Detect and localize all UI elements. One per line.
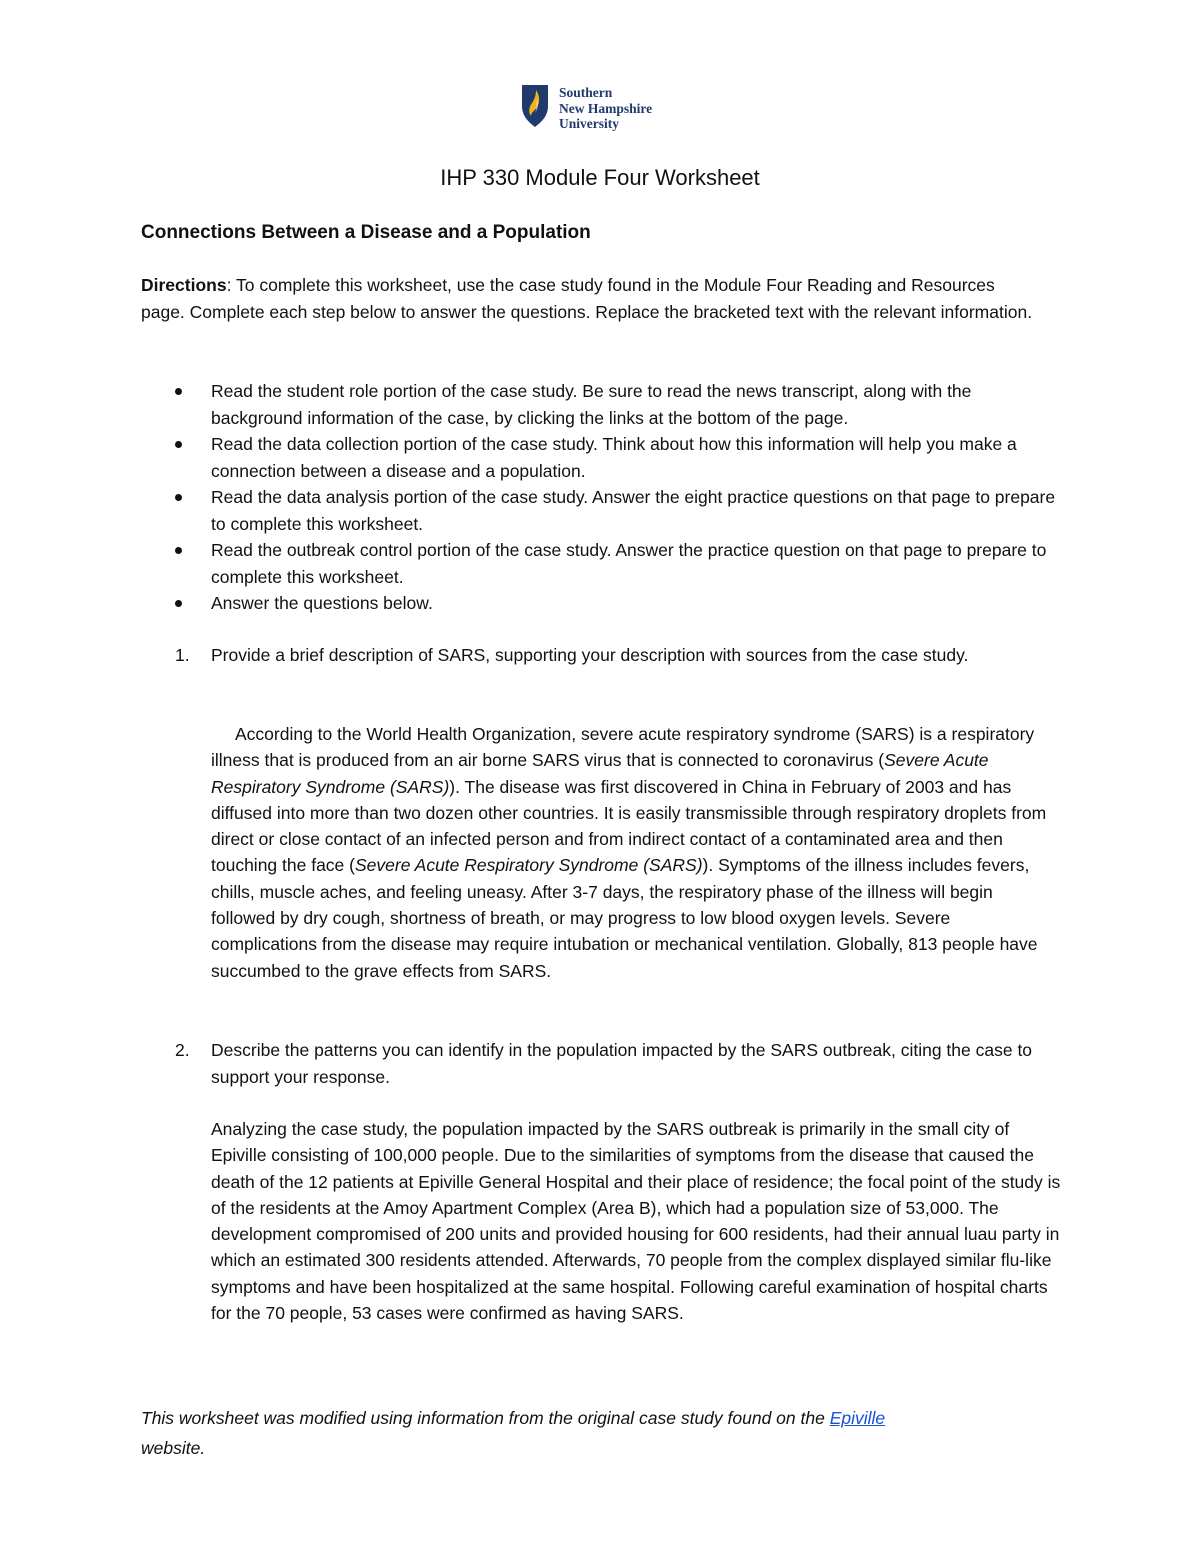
logo-line-3: University [559, 116, 619, 131]
question-number: 1. [175, 645, 190, 665]
directions-paragraph [141, 272, 1041, 326]
answer-1-part-2: ). The disease was first discovered in China in February of 2003 and has diffused into more than two dozen other countries. It is easily transmissible through respiratory droplets from direct or close contact of an infected person and from indirect contact of a contaminated area and then touching the face ( [211, 776, 1047, 876]
answer-1-part-1: According to the World Health Organization, severe acute respiratory syndrome (SARS) is a respiratory illness that is produced from an air borne SARS virus that is connected to coronavirus ( [211, 724, 1035, 771]
answer-1-part-3: ). Symptoms of the illness includes fevers, chills, muscle aches, and feeling uneasy. After 3-7 days, the respiratory phase of the illness will begin followed by dry cough, shortness of breath, or may progress to low blood oxygen levels. Severe complications from the disease may require intubation or mechanical ventilation. Globally, 813 people have succumbed to the grave effects from SARS. [211, 855, 1038, 981]
list-item [141, 484, 1061, 537]
footer-after-text: website. [141, 1438, 206, 1458]
logo-line-2: New Hampshire [559, 100, 653, 116]
list-item-text: Read the data analysis portion of the case study. Answer the eight practice questions on that page to prepare to complete this worksheet. [211, 487, 1056, 534]
footer-note [141, 1403, 1041, 1463]
instructions-list [141, 378, 1061, 617]
list-item [141, 431, 1061, 484]
question-text: Provide a brief description of SARS, supporting your description with sources from the case study. [211, 645, 969, 665]
epiville-link[interactable]: Epiville [829, 1408, 886, 1428]
list-item-text: Answer the questions below. [211, 593, 433, 613]
answer-1-citation-1: Severe Acute Respiratory Syndrome (SARS) [211, 750, 989, 797]
question-text: Describe the patterns you can identify in the population impacted by the SARS outbreak, citing the case to support your response. [211, 1040, 1033, 1087]
snhu-logo [521, 84, 691, 132]
list-item-text: Read the student role portion of the case study. Be sure to read the news transcript, along with the background information of the case, by clicking the links at the bottom of the page. [211, 381, 972, 428]
bullet-dot-icon [175, 441, 182, 448]
bullet-dot-icon [175, 494, 182, 501]
question-number: 2. [175, 1040, 190, 1060]
answer-1-citation-2: Severe Acute Respiratory Syndrome (SARS) [354, 855, 703, 876]
answer-2: Analyzing the case study, the population impacted by the SARS outbreak is primarily in the small city of Epiville consisting of 100,000 people. Due to the similarities of symptoms from the disease that caused the death of the 12 patients at Epiville General Hospital and their place of residence; the focal point of the study is of the residents at the Amoy Apartment Complex (Area B), which had a population size of 53,000. The development compromised of 200 units and provided housing for 600 residents, had their annual luau party in which an estimated 300 residents attended. Afterwards, 70 people from the complex displayed similar flu-like symptoms and have been hospitalized at the same hospital. Following careful examination of hospital charts for the 70 people, 53 cases were confirmed as having SARS. [211, 1119, 1061, 1324]
question-1 [141, 642, 1061, 669]
section-subtitle: Connections Between a Disease and a Population [141, 222, 591, 243]
directions-label: Directions [141, 275, 227, 295]
bullet-dot-icon [175, 600, 182, 607]
directions-text: : To complete this worksheet, use the case study found in the Module Four Reading and Resources page. Complete each step below to answer the questions. Replace the bracketed text with the relevant information. [141, 275, 1033, 322]
page-title: IHP 330 Module Four Worksheet [440, 165, 760, 190]
snhu-shield-flame-icon [521, 84, 549, 128]
logo-line-1: Southern [559, 85, 613, 100]
list-item [141, 378, 1061, 431]
answer-1 [211, 721, 1061, 984]
logo-wordmark [559, 85, 652, 132]
bullet-dot-icon [175, 547, 182, 554]
list-item [141, 590, 1061, 617]
list-item-text: Read the outbreak control portion of the case study. Answer the practice question on that page to prepare to complete this worksheet. [211, 540, 1047, 587]
bullet-dot-icon [175, 388, 182, 395]
list-item [141, 537, 1061, 590]
footer-text: This worksheet was modified using information from the original case study found on the [141, 1408, 830, 1428]
list-item-text: Read the data collection portion of the case study. Think about how this information will help you make a connection between a disease and a population. [211, 434, 1017, 481]
question-2 [141, 1037, 1061, 1090]
